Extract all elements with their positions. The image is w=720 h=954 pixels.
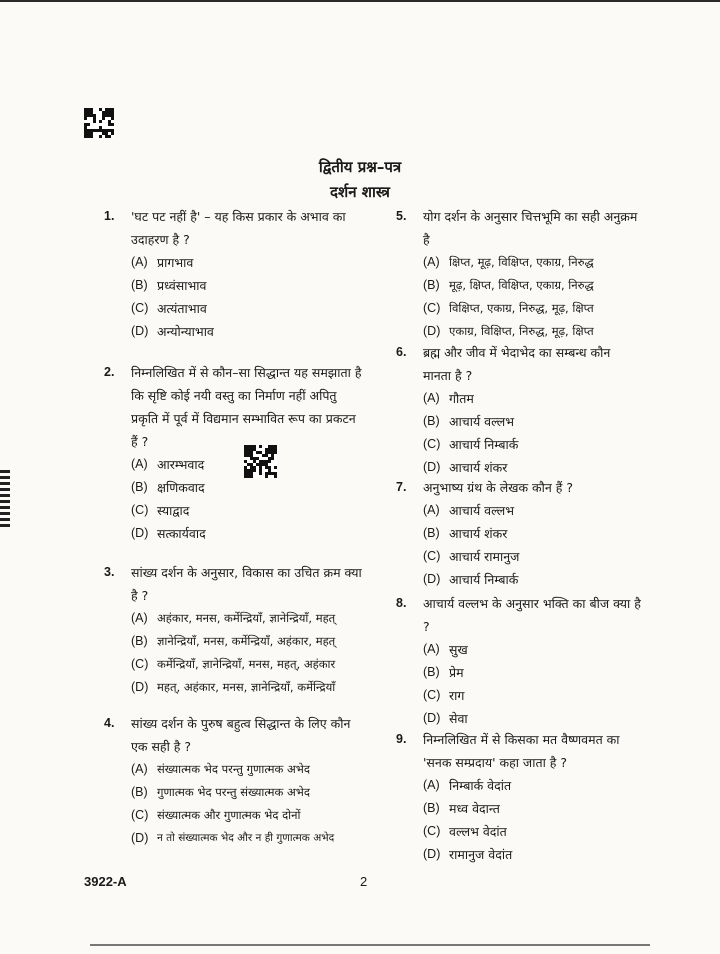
option-d: (D) अन्योन्याभाव — [131, 324, 214, 339]
question-5 — [396, 205, 641, 343]
paper-title: द्वितीय प्रश्न–पत्र — [318, 158, 402, 176]
question-text: सांख्य दर्शन के अनुसार, विकास का उचित क्रम क्या है ? — [131, 565, 362, 603]
option-b: (B) ज्ञानेन्द्रियाँ, मनस, कर्मेन्द्रियाँ, अहंकार, महत् — [131, 634, 336, 648]
option-b: (B) प्रध्वंसाभाव — [131, 278, 207, 293]
option-c: (C) अत्यंताभाव — [131, 301, 207, 316]
question-number: 3. — [104, 565, 115, 579]
question-text: 'घट पट नहीं है' – यह किस प्रकार के अभाव का उदाहरण है ? — [131, 209, 346, 247]
question-text: ब्रह्म और जीव में भेदाभेद का सम्बन्ध कौन मानता है ? — [423, 345, 611, 383]
option-d: (D) न तो संख्यात्मक भेद और न ही गुणात्मक अभेद — [131, 831, 335, 845]
question-text: अनुभाष्य ग्रंथ के लेखक कौन हैं ? — [423, 480, 574, 495]
option-c: (C) संख्यात्मक और गुणात्मक भेद दोनों — [131, 808, 301, 822]
option-b: (B) मध्व वेदान्त — [423, 801, 500, 816]
page-number: 2 — [360, 874, 368, 889]
option-c: (C) कर्मेन्द्रियाँ, ज्ञानेन्द्रियाँ, मनस, महत्, अहंकार — [131, 657, 336, 671]
subject-title: दर्शन शास्त्र — [330, 183, 390, 201]
option-d: (D) सेवा — [423, 711, 468, 726]
option-c: (C) स्याद्वाद — [131, 503, 190, 518]
option-c: (C) आचार्य रामानुज — [423, 549, 520, 564]
question-text: योग दर्शन के अनुसार चित्तभूमि का सही अनुक्रम है — [423, 209, 638, 247]
option-b: (B) आचार्य शंकर — [423, 526, 508, 541]
option-c: (C) राग — [423, 688, 465, 703]
option-d: (D) आचार्य शंकर — [423, 460, 508, 475]
option-c: (C) आचार्य निम्बार्क — [423, 437, 519, 452]
option-d: (D) सत्कार्यवाद — [131, 526, 206, 541]
question-number: 9. — [396, 732, 407, 746]
option-a: (A) निम्बार्क वेदांत — [423, 778, 512, 793]
question-number: 8. — [396, 596, 407, 610]
option-d: (D) आचार्य निम्बार्क — [423, 572, 519, 587]
bottom-edge-line — [90, 944, 650, 946]
option-b: (B) आचार्य वल्लभ — [423, 414, 515, 429]
option-b: (B) मूढ़, क्षिप्त, विक्षिप्त, एकाग्र, निरुद्ध — [423, 278, 594, 292]
option-d: (D) महत्, अहंकार, मनस, ज्ञानेन्द्रियाँ, कर्मेन्द्रियाँ — [131, 680, 336, 694]
question-number: 7. — [396, 480, 407, 494]
binding-mark — [0, 470, 10, 530]
option-a: (A) सुख — [423, 642, 468, 657]
question-number: 1. — [104, 209, 115, 223]
question-text: आचार्य वल्लभ के अनुसार भक्ति का बीज क्या है ? — [423, 596, 641, 634]
option-a: (A) आचार्य वल्लभ — [423, 503, 515, 518]
question-2 — [104, 361, 363, 545]
question-1 — [104, 205, 363, 343]
question-4 — [104, 712, 363, 850]
option-d: (D) एकाग्र, विक्षिप्त, निरुद्ध, मूढ़, क्षिप्त — [423, 324, 594, 338]
question-text: सांख्य दर्शन के पुरुष बहुत्व सिद्धान्त के लिए कौन एक सही है ? — [131, 716, 351, 754]
question-6 — [396, 341, 641, 479]
question-text: निम्नलिखित में से कौन–सा सिद्धान्त यह समझाता है कि सृष्टि कोई नयी वस्तु का निर्माण नहीं अपितु प्रकृति में पूर्व में विद्यमान सम्भावित रूप का प्रकटन हैं ? — [131, 365, 362, 449]
question-7 — [396, 476, 641, 591]
question-9 — [396, 728, 641, 866]
question-3 — [104, 561, 363, 699]
question-number: 5. — [396, 209, 407, 223]
option-c: (C) वल्लभ वेदांत — [423, 824, 507, 839]
question-number: 6. — [396, 345, 407, 359]
option-c: (C) विक्षिप्त, एकाग्र, निरुद्ध, मूढ़, क्षिप्त — [423, 301, 594, 315]
option-a: (A) गौतम — [423, 391, 474, 406]
option-b: (B) गुणात्मक भेद परन्तु संख्यात्मक अभेद — [131, 785, 310, 799]
question-number: 4. — [104, 716, 115, 730]
option-a: (A) संख्यात्मक भेद परन्तु गुणात्मक अभेद — [131, 762, 310, 776]
qr-code-top — [84, 108, 114, 138]
option-d: (D) रामानुज वेदांत — [423, 847, 513, 862]
option-b: (B) क्षणिकवाद — [131, 480, 205, 495]
option-a: (A) क्षिप्त, मूढ़, विक्षिप्त, एकाग्र, निरुद्ध — [423, 255, 594, 269]
option-a: (A) आरम्भवाद — [131, 457, 205, 472]
option-a: (A) प्रागभाव — [131, 255, 194, 270]
question-number: 2. — [104, 365, 115, 379]
option-b: (B) प्रेम — [423, 665, 464, 680]
option-a: (A) अहंकार, मनस, कर्मेन्द्रियाँ, ज्ञानेन्द्रियाँ, महत् — [131, 611, 336, 625]
question-text: निम्नलिखित में से किसका मत वैष्णवमत का 'सनक सम्प्रदाय' कहा जाता है ? — [423, 732, 620, 770]
booklet-code: 3922-A — [84, 874, 127, 889]
question-8 — [396, 592, 641, 730]
